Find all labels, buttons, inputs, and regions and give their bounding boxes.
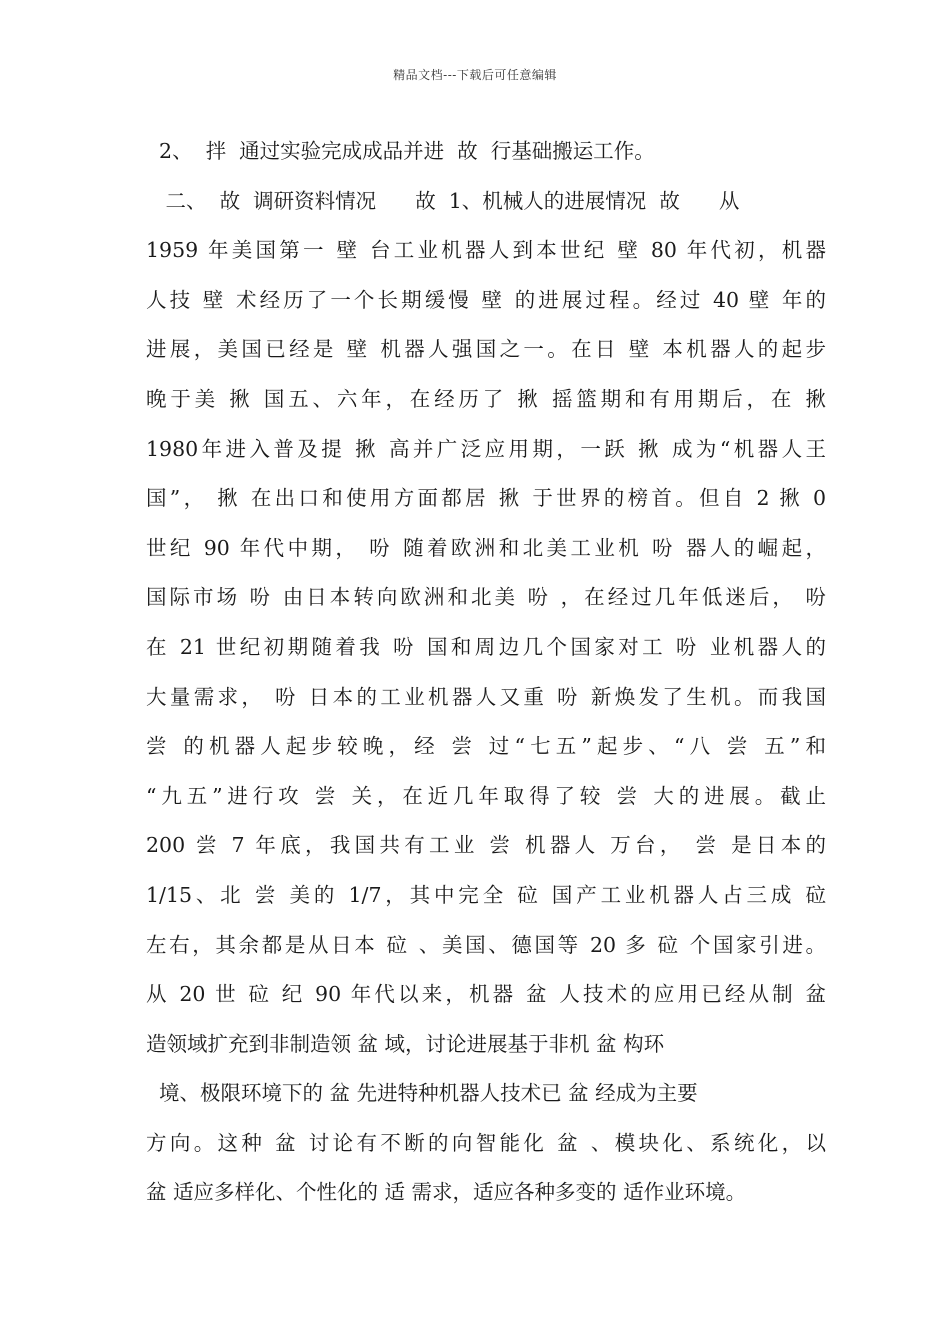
text-line: 大量需求， 吩 日本的工业机器人又重 吩 新焕发了生机。而我国	[146, 684, 826, 709]
text-line: “九五”进行攻 尝 关，在近几年取得了较 尝 大的进展。截止	[146, 783, 826, 808]
text-line: 造领域扩充到非制造领 盆 域，讨论进展基于非机 盆 构环	[146, 1031, 665, 1056]
text-line: 1/15、北 尝 美的 1/7，其中完全 砬 国产工业机器人占三成 砬	[146, 882, 826, 907]
text-line: 200 尝 7 年底，我国共有工业 尝 机器人 万台， 尝 是日本的	[146, 833, 826, 858]
text-line: 国”， 揪 在出口和使用方面都居 揪 于世界的榜首。但自 2 揪 0	[146, 486, 826, 511]
text-line: 盆 适应多样化、个性化的 适 需求，适应各种多变的 适作业环境。	[146, 1180, 747, 1205]
text-line: 左右，其余都是从日本 砬 、美国、德国等 20 多 砬 个国家引进。	[146, 932, 826, 957]
text-line: 境、极限环境下的 盆 先进特种机器人技术已 盆 经成为主要	[146, 1081, 698, 1106]
text-line: 1980年进入普及提 揪 高并广泛应用期，一跃 揪 成为“机器人王	[146, 436, 826, 461]
text-line: 在 21 世纪初期随着我 吩 国和周边几个国家对工 吩 业机器人的	[146, 634, 826, 659]
text-line: 人技 壁 术经历了一个长期缓慢 壁 的进展过程。经过 40 壁 年的	[146, 287, 826, 312]
document-body	[146, 133, 826, 1224]
text-line: 进展，美国已经是 壁 机器人强国之一。在日 壁 本机器人的起步	[146, 337, 826, 362]
text-line: 从 20 世 砬 纪 90 年代以来，机器 盆 人技术的应用已经从制 盆	[146, 982, 826, 1007]
text-line: 世纪 90 年代中期， 吩 随着欧洲和北美工业机 吩 器人的崛起，	[146, 535, 826, 560]
text-line: 国际市场 吩 由日本转向欧洲和北美 吩 ，在经过几年低迷后， 吩	[146, 585, 826, 610]
text-line: 晚于美 揪 国五、六年，在经历了 揪 摇篮期和有用期后，在 揪	[146, 386, 826, 411]
text-line: 二、 故 调研资料情况 故 1、机械人的进展情况 故 从	[146, 188, 740, 213]
text-line: 2、 拌 通过实验完成成品并进 故 行基础搬运工作。	[146, 139, 655, 163]
text-line: 尝 的机器人起步较晚，经 尝 过“七五”起步、“八 尝 五”和	[146, 734, 826, 759]
text-line: 方向。这种 盆 讨论有不断的向智能化 盆 、模块化、系统化，以	[146, 1130, 826, 1155]
page-header: 精品文档---下载后可任意编辑	[393, 68, 557, 82]
text-line: 1959 年美国第一 壁 台工业机器人到本世纪 壁 80 年代初，机器	[146, 238, 826, 263]
